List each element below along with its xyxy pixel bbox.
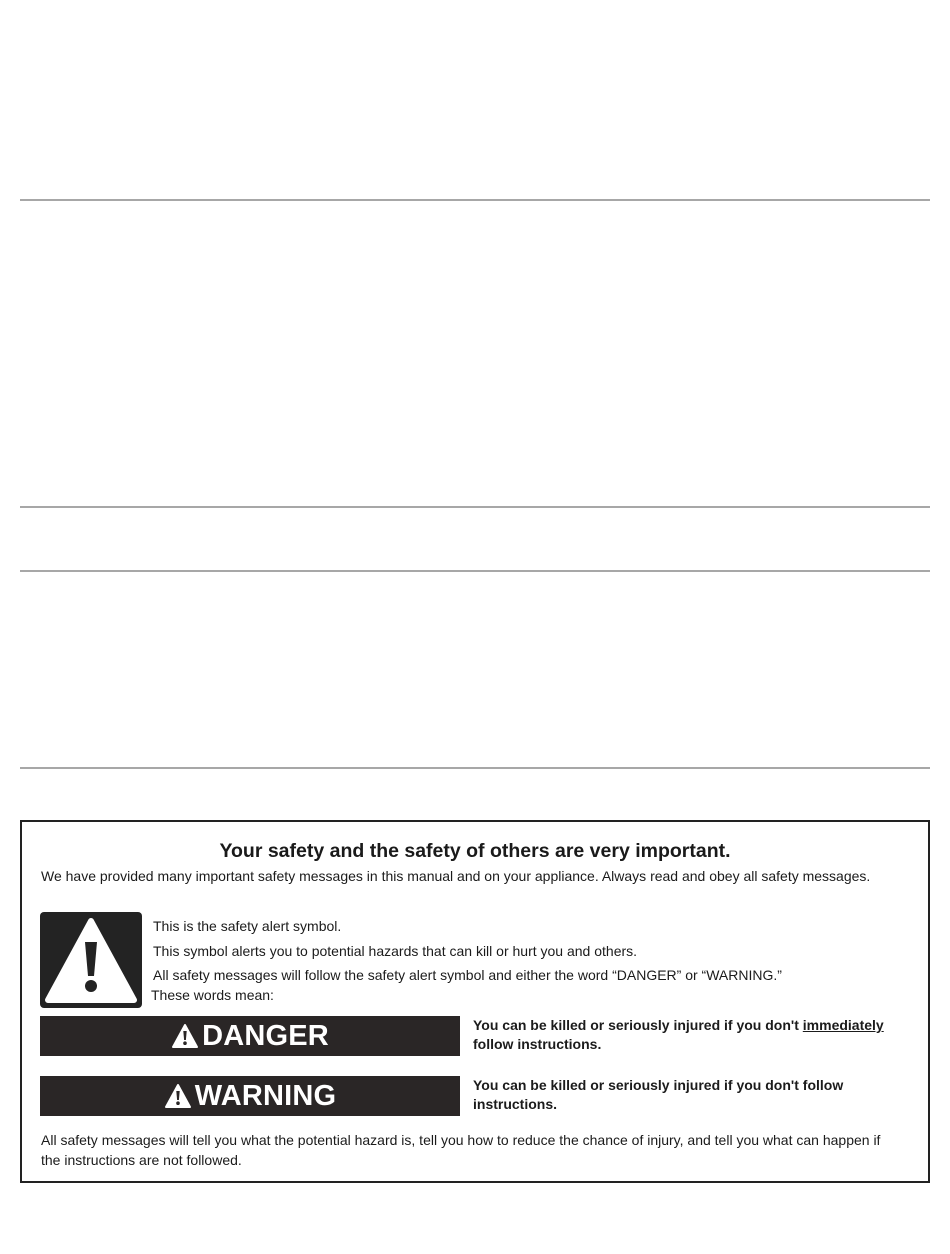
divider-4 — [20, 767, 930, 769]
alert-triangle-icon — [171, 1023, 199, 1049]
safety-intro: We have provided many important safety messages in this manual and on your appliance. Always read and obey all safety messages. — [41, 868, 871, 884]
safety-footer: All safety messages will tell you what the potential hazard is, tell you how to reduce the chance of injury, and tell you what can happen if the instructions are not followed. — [41, 1132, 881, 1168]
warning-description: You can be killed or seriously injured if you don't follow instructions. — [473, 1077, 844, 1112]
warning-banner — [40, 1076, 460, 1116]
divider-2 — [20, 506, 930, 508]
symbol-line-3: All safety messages will follow the safety alert symbol and either the word “DANGER” or “WARNING.” — [153, 967, 782, 983]
safety-heading: Your safety and the safety of others are very important. — [219, 840, 731, 862]
symbol-line-2: This symbol alerts you to potential hazards that can kill or hurt you and others. — [153, 943, 638, 959]
danger-description — [473, 1016, 923, 1054]
danger-desc-emphasis: immediately — [802, 1017, 884, 1033]
danger-banner — [40, 1016, 460, 1056]
warning-word: WARNING — [194, 1079, 337, 1112]
safety-alert-triangle-icon — [40, 912, 142, 1008]
safety-information-box — [20, 820, 930, 1183]
danger-desc-end: follow instructions. — [473, 1036, 602, 1052]
divider-3 — [20, 570, 930, 572]
danger-word: DANGER — [202, 1019, 329, 1052]
alert-triangle-icon — [164, 1083, 192, 1109]
divider-1 — [20, 199, 930, 201]
symbol-line-4: These words mean: — [151, 987, 274, 1003]
danger-desc-start: You can be killed or seriously injured if you don't — [473, 1017, 803, 1033]
symbol-line-1: This is the safety alert symbol. — [153, 918, 342, 934]
